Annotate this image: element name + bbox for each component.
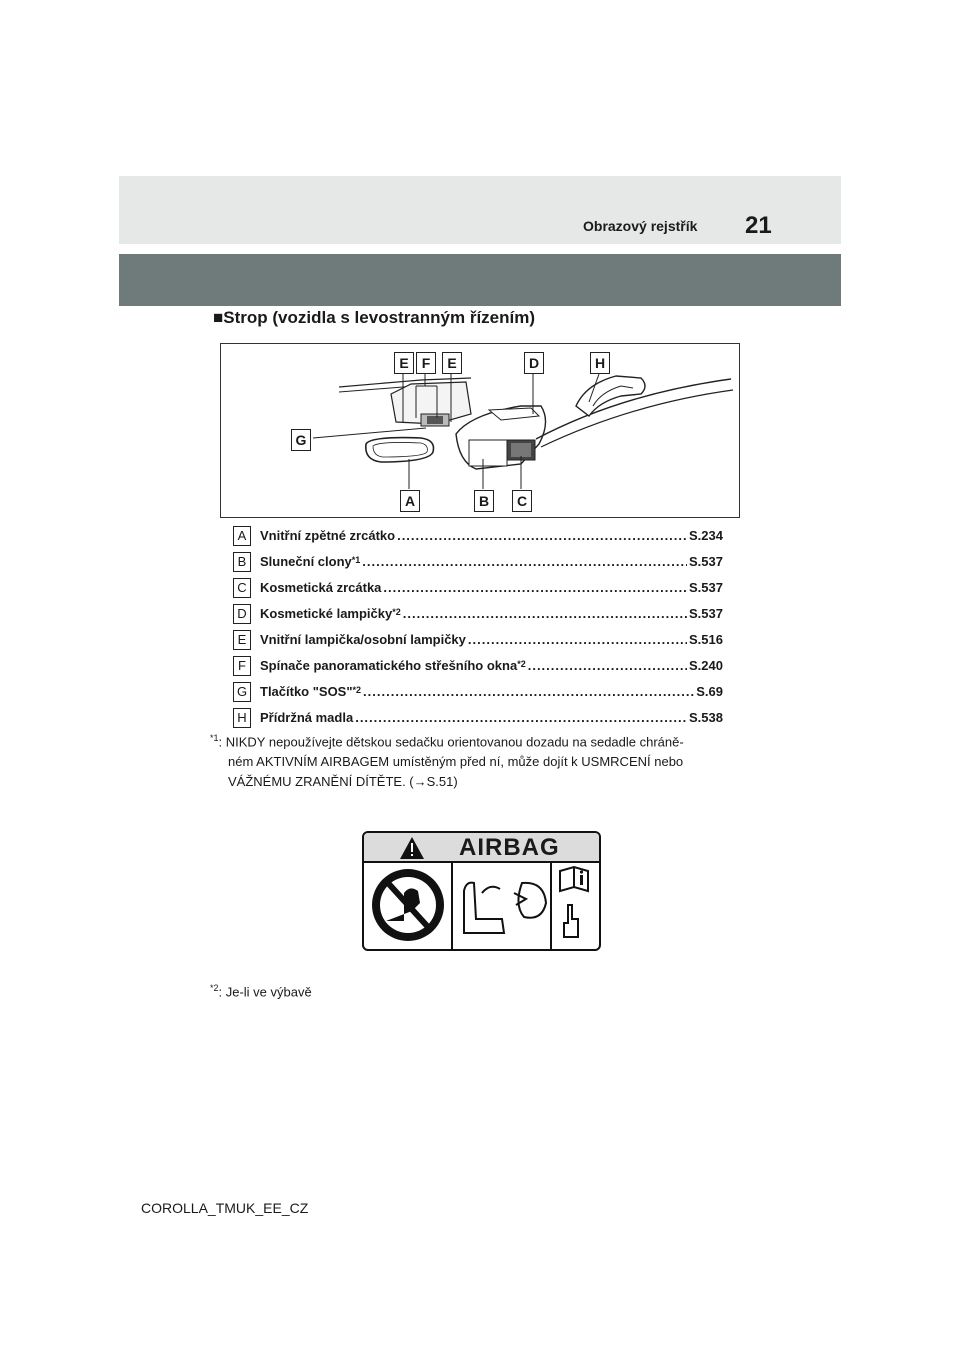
legend-page-ref[interactable]: S.240 [689, 658, 723, 673]
legend-entry [260, 528, 723, 543]
footnote-1-marker: *1 [210, 733, 219, 743]
callout-f: F [416, 352, 436, 374]
dot-leader [397, 528, 687, 543]
footnote-1 [210, 728, 684, 792]
callout-d: D [524, 352, 544, 374]
legend-entry [260, 554, 723, 569]
legend-label: Spínače panoramatického střešního okna [260, 658, 518, 673]
callout-h: H [590, 352, 610, 374]
legend-label: Přídržná madla [260, 710, 354, 725]
footnote-1-line-2: ném AKTIVNÍM AIRBAGEM umístěným před ní, může dojít k USMRCENÍ nebo [228, 754, 684, 770]
legend-item [233, 629, 723, 655]
dot-leader [363, 684, 694, 699]
legend-entry [260, 606, 723, 621]
ceiling-illustration [220, 343, 740, 518]
legend-page-ref[interactable]: S.537 [689, 554, 723, 569]
legend-page-ref[interactable]: S.69 [696, 684, 723, 699]
dot-leader [362, 554, 687, 569]
dot-leader [383, 580, 687, 595]
legend-entry [260, 580, 723, 595]
legend-key: F [233, 656, 251, 676]
footnote-2-marker: *2 [210, 983, 219, 993]
dot-leader [528, 658, 687, 673]
footnote-2 [210, 978, 312, 1002]
legend-label: Vnitřní zpětné zrcátko [260, 528, 396, 543]
callout-a: A [400, 490, 420, 512]
header-bar-dark [119, 254, 841, 306]
header-bar-light [119, 176, 841, 244]
airbag-label-word: AIRBAG [459, 834, 560, 861]
legend-key: C [233, 578, 251, 598]
legend-item [233, 525, 723, 551]
legend-label: Sluneční clony [260, 554, 352, 569]
pointing-hand-icon [564, 905, 578, 937]
legend-key: D [233, 604, 251, 624]
legend-label: Tlačítko "SOS" [260, 684, 353, 699]
legend-page-ref[interactable]: S.537 [689, 606, 723, 621]
legend-item [233, 551, 723, 577]
legend-label: Kosmetická zrcátka [260, 580, 382, 595]
legend-item [233, 655, 723, 681]
legend-entry [260, 710, 723, 725]
legend-entry [260, 632, 723, 647]
legend-item [233, 681, 723, 707]
legend-key: E [233, 630, 251, 650]
legend-page-ref[interactable]: S.538 [689, 710, 723, 725]
legend-footnote-ref: *2 [352, 685, 362, 695]
callout-b: B [474, 490, 494, 512]
callout-e-right: E [442, 352, 462, 374]
legend-key: H [233, 708, 251, 728]
dot-leader [403, 606, 687, 621]
callout-e-left: E [394, 352, 414, 374]
legend-label: Kosmetické lampičky [260, 606, 393, 621]
footnote-2-text: : Je-li ve výbavě [218, 984, 312, 1000]
legend-footnote-ref: *1 [351, 555, 361, 565]
legend-item [233, 577, 723, 603]
airbag-warning-label [362, 831, 601, 951]
legend-label: Vnitřní lampička/osobní lampičky [260, 632, 466, 647]
callout-c: C [512, 490, 532, 512]
legend-page-ref[interactable]: S.537 [689, 580, 723, 595]
legend-footnote-ref: *2 [517, 659, 526, 669]
callout-g: G [291, 429, 311, 451]
legend-key: B [233, 552, 251, 572]
document-code: COROLLA_TMUK_EE_CZ [141, 1200, 309, 1216]
legend-page-ref[interactable]: S.234 [689, 528, 723, 543]
legend-footnote-ref: *2 [392, 607, 401, 617]
legend-entry [260, 658, 723, 673]
legend-key: G [233, 682, 251, 702]
legend-item [233, 603, 723, 629]
legend-entry [260, 684, 723, 699]
page-number: 21 [745, 212, 772, 239]
legend-key: A [233, 526, 251, 546]
dot-leader [355, 710, 687, 725]
footnote-1-line-3: VÁŽNÉMU ZRANĚNÍ DÍTĚTE. (→S.51) [228, 774, 458, 790]
legend-page-ref[interactable]: S.516 [689, 632, 723, 647]
dot-leader [468, 632, 687, 647]
footnote-1-line-1: : NIKDY nepoužívejte dětskou sedačku orientovanou dozadu na sedadle chráně- [218, 734, 684, 750]
section-heading: ■Strop (vozidla s levostranným řízením) [213, 308, 536, 327]
section-title: Obrazový rejstřík [583, 218, 698, 234]
legend-list [233, 525, 723, 733]
